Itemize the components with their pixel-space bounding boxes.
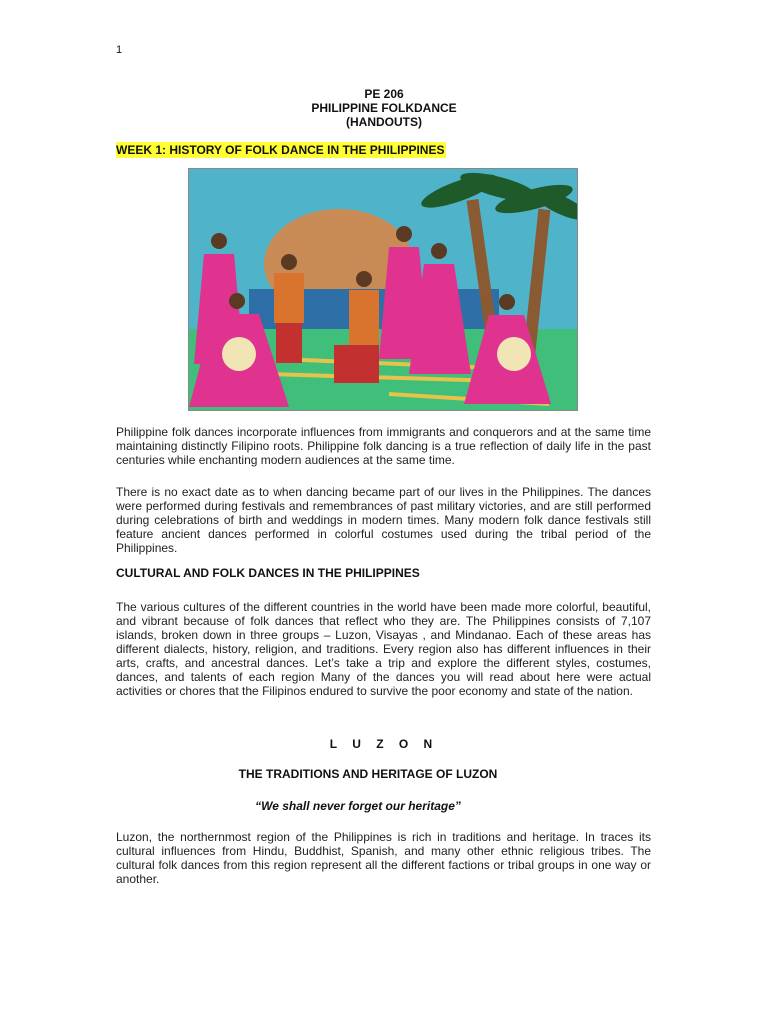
traditions-heading: THE TRADITIONS AND HERITAGE OF LUZON	[238, 767, 498, 781]
cultural-heading: CULTURAL AND FOLK DANCES IN THE PHILIPPINES	[116, 566, 420, 580]
cultures-paragraph: The various cultures of the different countries in the world have been made more colorful, beautiful, and vibrant because of folk dances that reflect who they are. The Philippines consists of 7,107 islands, broken down in three groups – Luzon, Visayas , and Mindanao. Each of these areas has different dialects, history, religion, and traditions. Every region also has different influences in their arts, crafts, and ancestral dances. Let’s take a trip and explore the different styles, costumes, dances, and talents of each region Many of the dances you will read about here were actual activities or chores that the Filipinos endured to survive the poor economy and state of the nation.	[116, 600, 651, 698]
intro-paragraph: Philippine folk dances incorporate influences from immigrants and conquerors and at the same time maintaining distinctly Filipino roots. Philippine folk dancing is a true reflection of daily life in the past centuries while enchanting modern audiences at the same time.	[116, 425, 651, 467]
document-subtitle: (HANDOUTS)	[346, 115, 422, 129]
document-title: PHILIPPINE FOLKDANCE	[311, 101, 457, 115]
luzon-heading: L U Z O N	[329, 737, 439, 751]
document-header	[0, 87, 768, 129]
course-code: PE 206	[364, 87, 404, 101]
folk-dancers-illustration	[189, 169, 577, 410]
page-number: 1	[116, 44, 123, 56]
luzon-paragraph: Luzon, the northernmost region of the Philippines is rich in traditions and heritage. In traces its cultural influences from Hindu, Buddhist, Spanish, and many other ethnic religious tribes. The cultural folk dances from this region represent all the different factions or tribal groups in one way or another.	[116, 830, 651, 886]
folk-dancers-photo	[188, 168, 578, 411]
week-heading: WEEK 1: HISTORY OF FOLK DANCE IN THE PHILIPPINES	[116, 143, 445, 157]
heritage-quote: “We shall never forget our heritage”	[255, 799, 461, 813]
history-paragraph: There is no exact date as to when dancing became part of our lives in the Philippines. The dances were performed during festivals and remembrances of past military victories, and are still performed during celebrations of birth and weddings in modern times. Many modern folk dance festivals still feature ancient dances performed in colorful costumes used during the tribal period of the Philippines.	[116, 485, 651, 555]
